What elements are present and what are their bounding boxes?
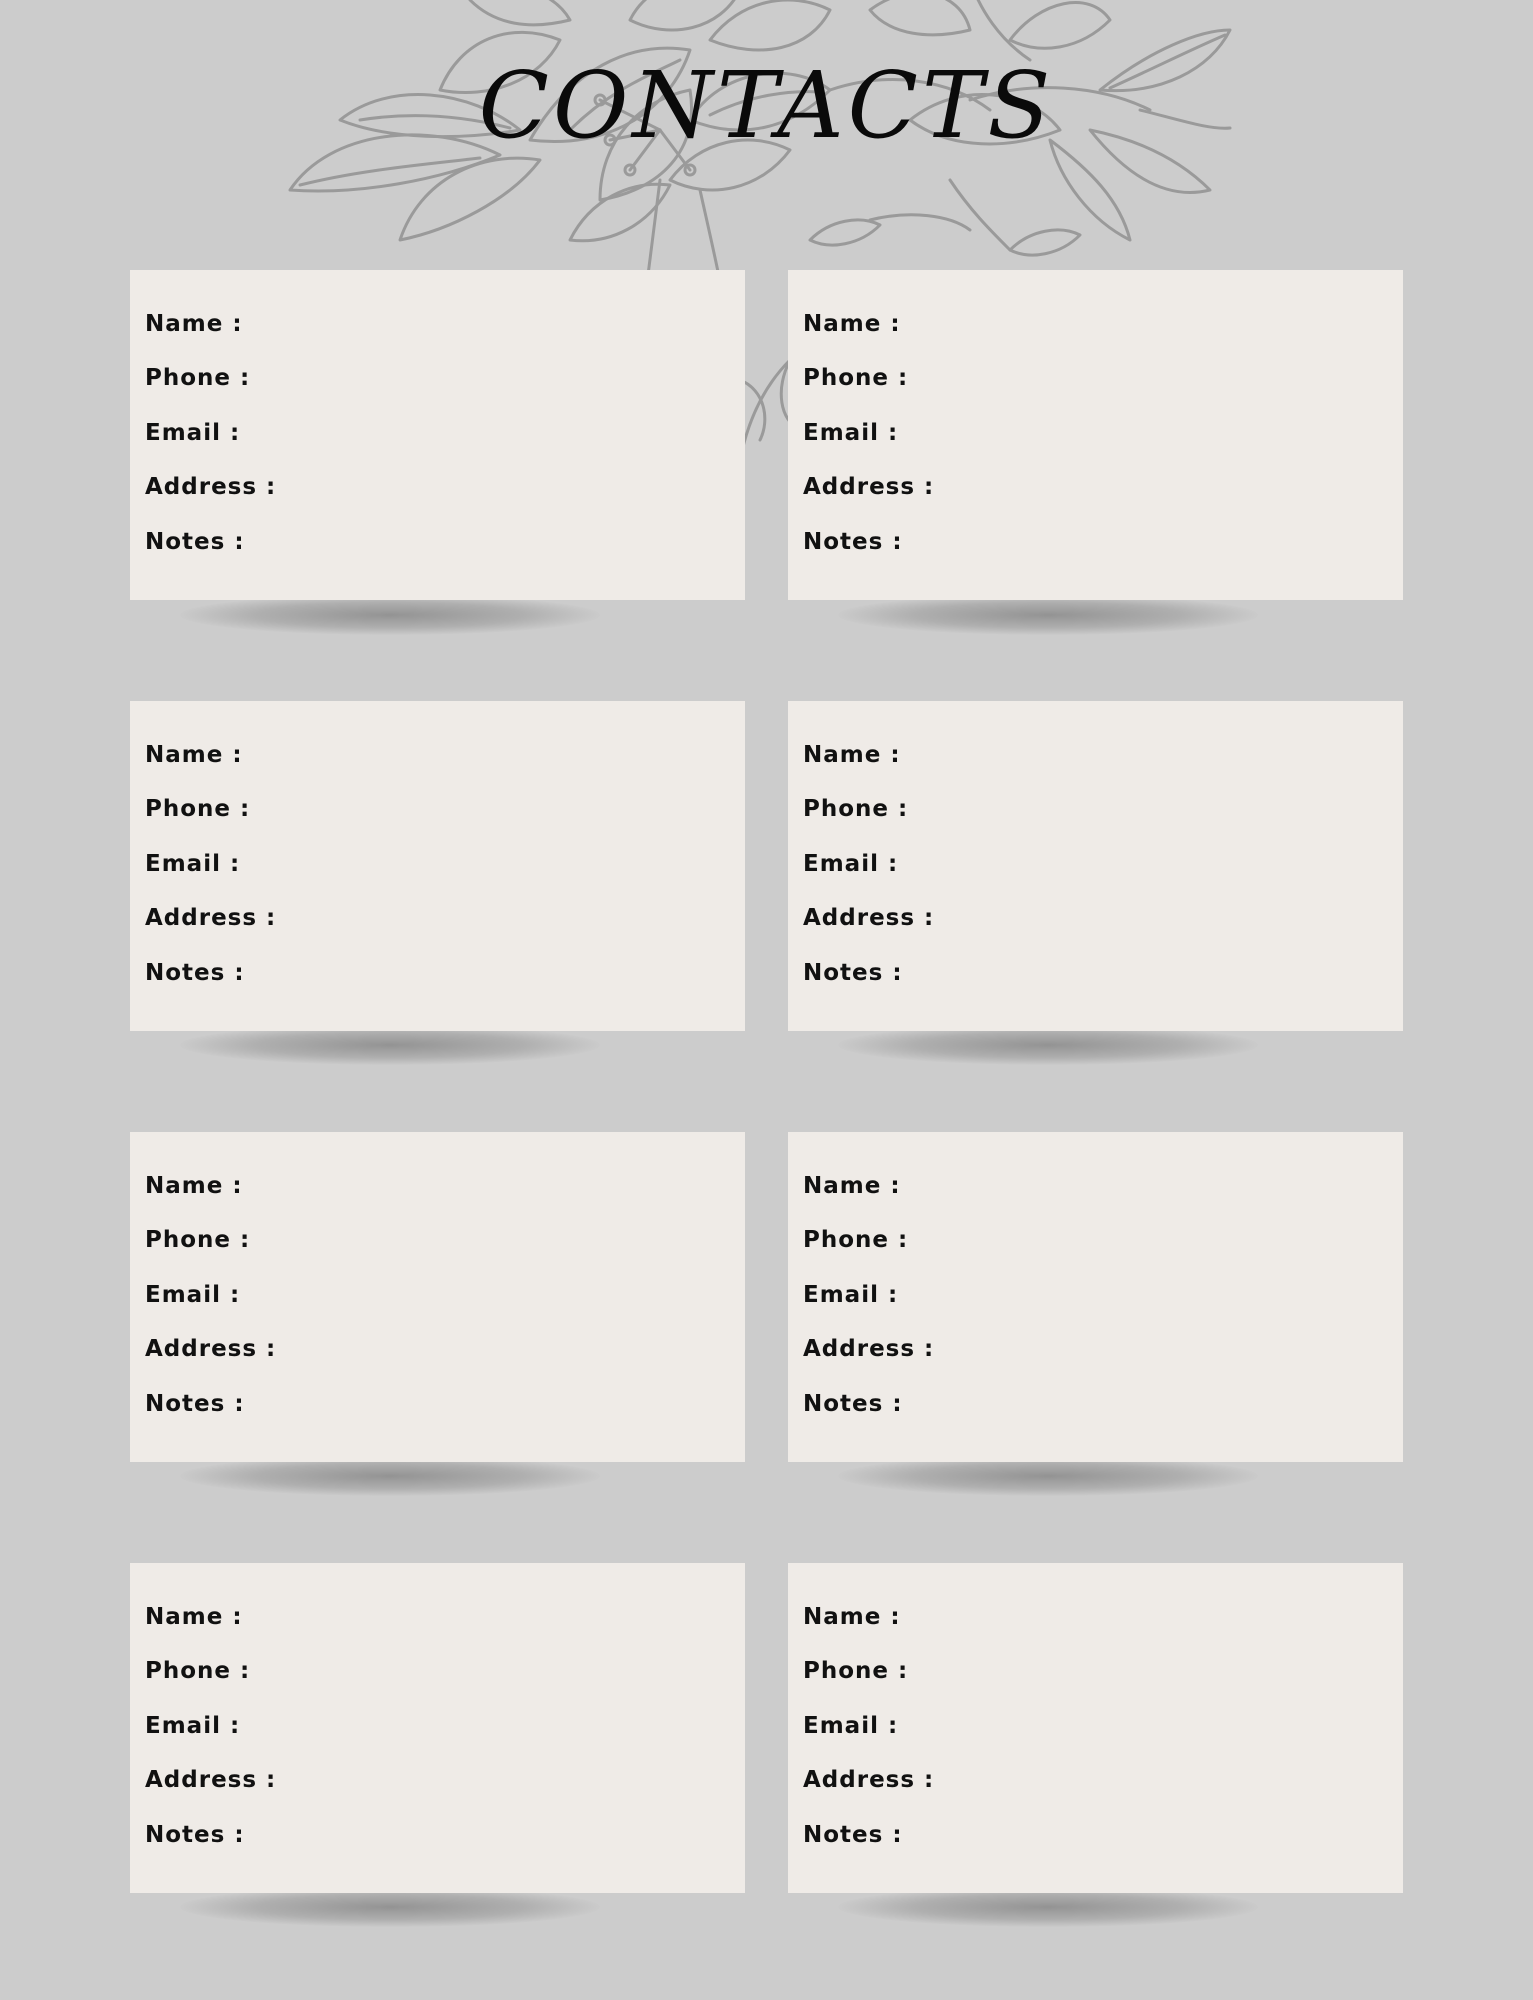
card-shadow [838, 1025, 1258, 1065]
name-label: Name : [803, 1604, 901, 1630]
name-label: Name : [145, 1604, 243, 1630]
name-label: Name : [803, 311, 901, 337]
contact-card [788, 701, 1403, 1031]
address-label: Address : [803, 1767, 935, 1793]
phone-label: Phone : [145, 1227, 251, 1253]
email-label: Email : [145, 1282, 241, 1308]
contact-card [788, 1563, 1403, 1893]
page-title: CONTACTS [478, 52, 1055, 159]
email-label: Email : [145, 851, 241, 877]
card-shadow [180, 1456, 600, 1496]
contact-card [130, 1563, 745, 1893]
name-label: Name : [803, 742, 901, 768]
email-label: Email : [145, 1713, 241, 1739]
contact-card [130, 270, 745, 600]
phone-label: Phone : [145, 365, 251, 391]
address-label: Address : [145, 905, 277, 931]
address-label: Address : [145, 474, 277, 500]
contact-card [788, 270, 1403, 600]
notes-label: Notes : [145, 1391, 245, 1417]
notes-label: Notes : [803, 1822, 903, 1848]
contact-card [130, 1132, 745, 1462]
name-label: Name : [145, 742, 243, 768]
notes-label: Notes : [803, 1391, 903, 1417]
phone-label: Phone : [803, 1227, 909, 1253]
address-label: Address : [803, 474, 935, 500]
email-label: Email : [803, 1282, 899, 1308]
address-label: Address : [145, 1336, 277, 1362]
notes-label: Notes : [803, 960, 903, 986]
notes-label: Notes : [145, 1822, 245, 1848]
address-label: Address : [803, 905, 935, 931]
card-shadow [180, 1025, 600, 1065]
phone-label: Phone : [803, 365, 909, 391]
address-label: Address : [145, 1767, 277, 1793]
phone-label: Phone : [145, 1658, 251, 1684]
card-shadow [838, 1887, 1258, 1927]
email-label: Email : [803, 851, 899, 877]
card-shadow [838, 1456, 1258, 1496]
name-label: Name : [803, 1173, 901, 1199]
name-label: Name : [145, 311, 243, 337]
contact-card [788, 1132, 1403, 1462]
email-label: Email : [145, 420, 241, 446]
phone-label: Phone : [803, 796, 909, 822]
notes-label: Notes : [145, 529, 245, 555]
address-label: Address : [803, 1336, 935, 1362]
notes-label: Notes : [145, 960, 245, 986]
contact-card [130, 701, 745, 1031]
card-shadow [180, 1887, 600, 1927]
card-shadow [838, 595, 1258, 635]
email-label: Email : [803, 1713, 899, 1739]
phone-label: Phone : [803, 1658, 909, 1684]
email-label: Email : [803, 420, 899, 446]
name-label: Name : [145, 1173, 243, 1199]
phone-label: Phone : [145, 796, 251, 822]
card-shadow [180, 595, 600, 635]
notes-label: Notes : [803, 529, 903, 555]
